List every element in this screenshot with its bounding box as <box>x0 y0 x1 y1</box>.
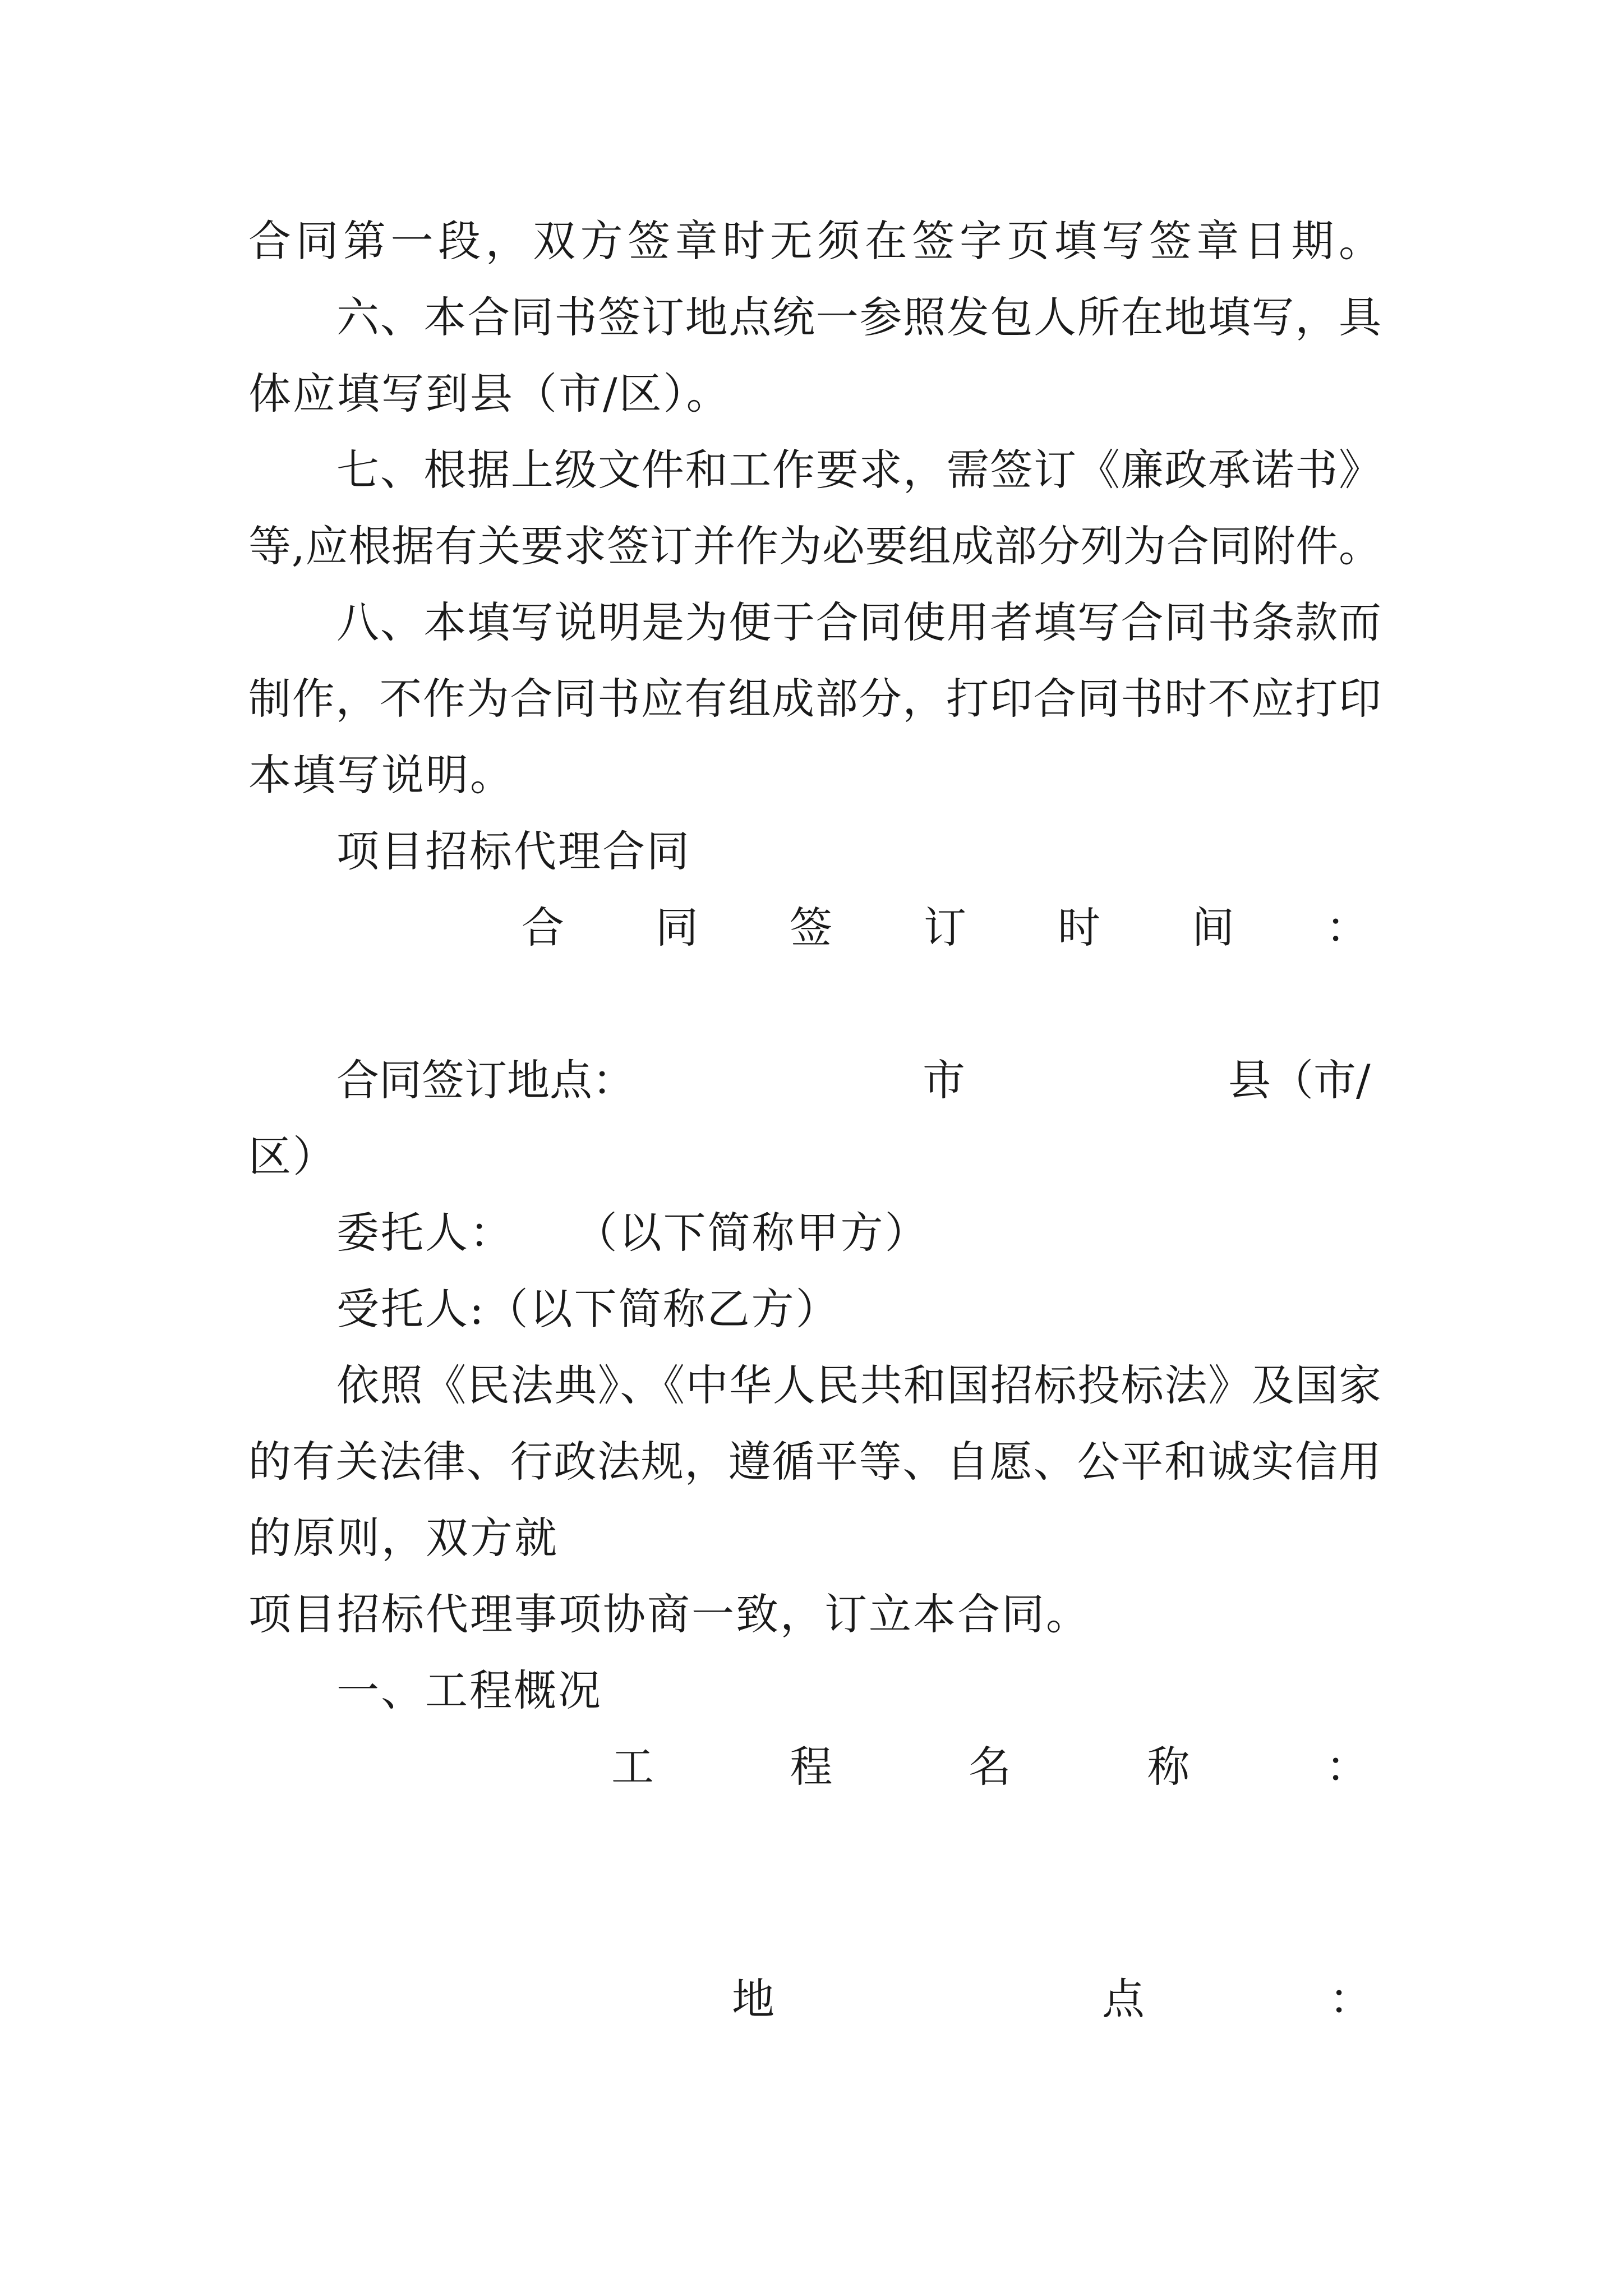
paragraph-line: 体应填写到县（市/区）。 <box>248 369 731 418</box>
paragraph-line: 合同第一段，双方签章时无须在签字页填写签章日期。 <box>248 216 1381 266</box>
sign-time-char: 订 <box>924 903 966 953</box>
agent-line: 受托人:（以下简称乙方） <box>336 1284 840 1334</box>
project-name-char: 工 <box>611 1742 654 1792</box>
paragraph-line: 的有关法律、行政法规，遵循平等、自愿、公平和诚实信用 <box>248 1437 1381 1487</box>
paragraph-line: 的原则，双方就 <box>248 1513 559 1563</box>
sign-time-char: 合 <box>522 903 564 953</box>
paragraph-line: 等,应根据有关要求签订并作为必要组成部分列为合同附件。 <box>248 521 1381 571</box>
project-name-char: 名 <box>969 1742 1011 1792</box>
sign-time-char: 签 <box>790 903 832 953</box>
location-char: 地 <box>732 1974 774 2024</box>
sign-place-county-cont: 区） <box>248 1131 337 1181</box>
location-char: ： <box>1329 1974 1372 2024</box>
location-char: 点 <box>1102 1974 1145 2024</box>
project-name-char: 称 <box>1147 1742 1190 1792</box>
project-name-char: 程 <box>790 1742 833 1792</box>
section-heading: 一、工程概况 <box>336 1665 602 1715</box>
paragraph-line: 八、本填写说明是为便于合同使用者填写合同书条款而 <box>336 597 1381 647</box>
paragraph-line: 依照《民法典》、《中华人民共和国招标投标法》及国家 <box>336 1360 1381 1410</box>
sign-time-char: ： <box>1326 903 1368 953</box>
sign-place-label: 合同签订地点： <box>336 1055 635 1105</box>
project-name-char: ： <box>1326 1742 1368 1792</box>
paragraph-line: 七、根据上级文件和工作要求，需签订《廉政承诺书》 <box>336 445 1381 495</box>
sign-time-char: 时 <box>1058 903 1100 953</box>
paragraph-line: 本填写说明。 <box>248 750 514 800</box>
paragraph-line: 项目招标代理事项协商一致，订立本合同。 <box>248 1589 1090 1639</box>
sign-time-char: 间 <box>1192 903 1234 953</box>
sign-place-city: 市 <box>923 1055 965 1105</box>
sign-time-char: 同 <box>656 903 698 953</box>
sign-time-field <box>522 886 1368 970</box>
project-name-field <box>611 1725 1368 1809</box>
sign-place-field <box>0 1038 1623 1122</box>
paragraph-line: 六、本合同书签订地点统一参照发包人所在地填写，具 <box>336 292 1381 342</box>
contract-title: 项目招标代理合同 <box>336 826 691 876</box>
sign-place-county: 县（市/ <box>1228 1055 1371 1105</box>
location-field <box>0 1957 1623 2041</box>
client-line: 委托人： （以下简称甲方） <box>336 1208 929 1258</box>
paragraph-line: 制作，不作为合同书应有组成部分，打印合同书时不应打印 <box>248 674 1381 724</box>
